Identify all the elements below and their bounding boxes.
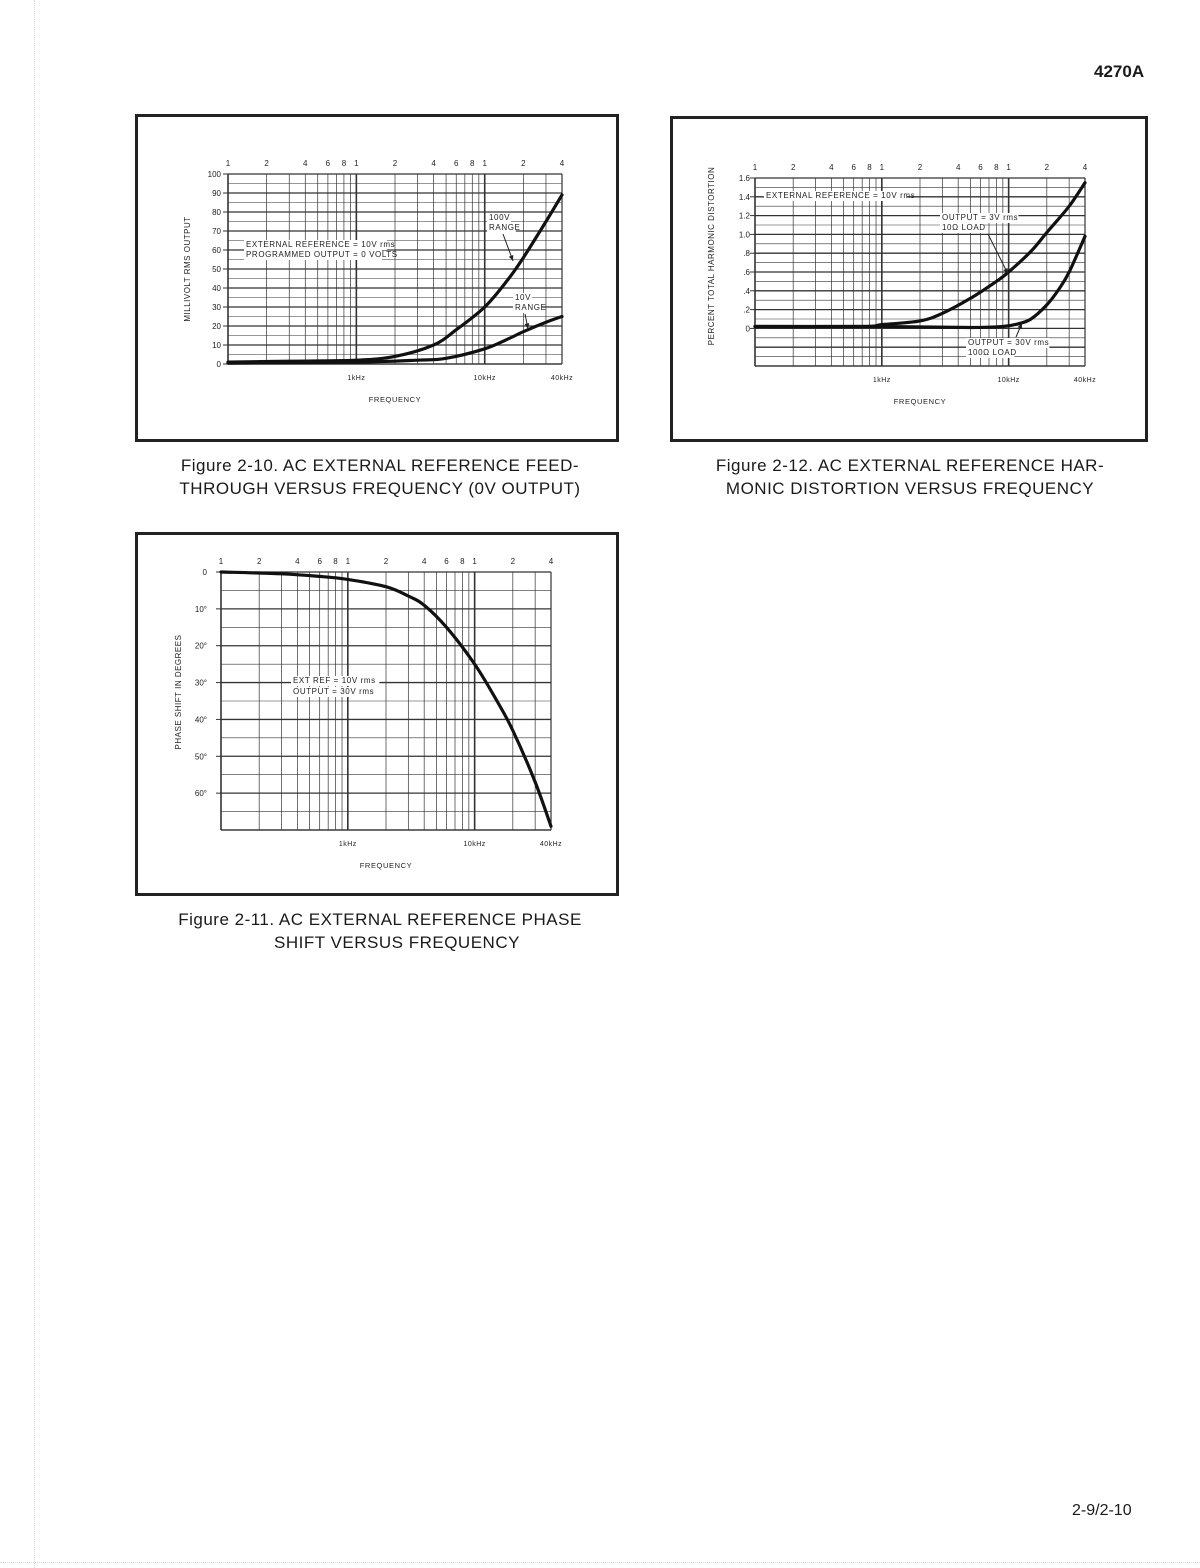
bottom-tick-label: 40kHz [539,841,563,848]
y-tick-label: .4 [743,286,750,296]
y-tick-label: 40 [212,284,221,293]
y-tick-label: 30° [194,678,207,688]
caption-line: MONIC DISTORTION VERSUS FREQUENCY [725,479,1095,498]
annotation-text: EXTERNAL REFERENCE = 10V rms [246,240,396,249]
curve-label-10v: 10V [515,293,532,302]
y-tick-label: 10° [194,604,207,614]
top-tick-label: 4 [559,159,565,168]
top-tick-label: 1 [879,163,885,172]
annotation-text: OUTPUT = 30V rms [293,687,375,696]
y-tick-label: .8 [743,249,750,259]
y-tick-label: 10 [212,341,221,350]
curve-label-30v: 100Ω LOAD [968,348,1017,357]
figure-2-12-chart [670,116,1148,442]
top-tick-label: 2 [790,163,796,172]
caption-line: Figure 2-10. AC EXTERNAL REFERENCE FEED- [180,456,580,475]
top-tick-label: 6 [325,159,331,168]
annotation-text: EXTERNAL REFERENCE = 10V rms [766,191,916,200]
y-tick-label: 1.2 [738,211,750,221]
top-tick-label: 8 [470,159,475,168]
top-tick-label: 4 [431,159,436,168]
y-tick-label: 90 [212,189,221,198]
top-tick-label: 4 [829,163,834,172]
curve-label-3v: 10Ω LOAD [942,223,986,232]
y-tick-label: 20 [212,322,221,331]
top-tick-label: 1 [752,163,758,172]
top-tick-label: 8 [460,557,465,566]
y-tick-label: 70 [212,227,221,236]
caption-line: Figure 2-12. AC EXTERNAL REFERENCE HAR- [715,456,1105,475]
y-tick-label: 1.6 [738,174,750,183]
top-tick-label: 6 [317,557,322,566]
y-tick-label: 60 [212,246,221,255]
caption-line: Figure 2-11. AC EXTERNAL REFERENCE PHASE [178,910,582,929]
y-tick-label: 80 [212,208,221,217]
top-tick-label: 6 [454,159,459,168]
x-axis-label: FREQUENCY [893,397,947,406]
top-tick-label: 2 [392,159,398,168]
annotation-text: EXT REF = 10V rms [293,676,376,685]
top-tick-label: 8 [867,163,872,172]
top-tick-label: 4 [295,557,300,566]
figure-2-11-caption [130,908,630,954]
top-tick-label: 8 [333,557,338,566]
top-tick-label: 4 [303,159,308,168]
caption-line: SHIFT VERSUS FREQUENCY [274,933,520,952]
y-tick-label: 20° [194,641,207,651]
scan-margin-dots [34,0,35,1568]
y-tick-label: 40° [194,715,207,725]
figure-frame [137,116,618,441]
top-tick-label: 1 [218,557,224,566]
bottom-tick-label: 40kHz [1073,377,1097,384]
bottom-tick-label: 1kHz [872,377,891,384]
y-tick-label: 1.4 [738,192,750,202]
bottom-tick-label: 10kHz [997,377,1020,384]
curve-label-3v: OUTPUT = 3V rms [942,213,1019,222]
y-axis-label: PERCENT TOTAL HARMONIC DISTORTION [707,166,716,346]
curve-label-30v: OUTPUT = 30V rms [968,338,1050,347]
top-tick-label: 2 [264,159,269,168]
y-tick-label: 50 [212,265,221,274]
y-tick-label: .2 [743,305,750,315]
top-tick-label: 2 [917,163,923,172]
top-tick-label: 8 [341,159,347,168]
y-axis-label: MILLIVOLT RMS OUTPUT [183,216,192,322]
top-tick-label: 1 [345,557,351,566]
top-tick-label: 2 [510,557,516,566]
y-tick-label: 1.0 [738,230,750,240]
top-tick-label: 1 [225,159,231,168]
bottom-tick-label: 40kHz [550,375,574,382]
page-number: 2-9/2-10 [1072,1502,1132,1519]
x-axis-label: FREQUENCY [368,395,422,404]
top-tick-label: 2 [256,557,262,566]
figure-2-10-chart [135,114,619,442]
figure-2-11-chart [135,532,619,896]
bottom-tick-label: 10kHz [473,375,496,382]
top-tick-label: 8 [994,163,999,172]
y-tick-label: 100 [207,170,221,179]
y-tick-label: 0 [202,568,207,577]
top-tick-label: 4 [955,163,961,172]
y-tick-label: 50° [194,752,207,762]
top-tick-label: 4 [548,557,554,566]
top-tick-label: 6 [851,163,856,172]
curve-label-100v: 100V [489,213,511,222]
top-tick-label: 2 [1044,163,1050,172]
bottom-tick-label: 1kHz [338,841,357,848]
annotation-text: PROGRAMMED OUTPUT = 0 VOLTS [246,250,398,259]
figure-frame [672,118,1147,441]
top-tick-label: 6 [444,557,449,566]
bottom-tick-label: 1kHz [347,375,366,382]
curve-label-100v: RANGE [489,223,521,232]
x-axis-label: FREQUENCY [359,861,413,870]
top-tick-label: 4 [421,557,427,566]
caption-line: THROUGH VERSUS FREQUENCY (0V OUTPUT) [179,479,581,498]
top-tick-label: 1 [482,159,487,168]
y-tick-label: 30 [212,303,221,312]
top-tick-label: 1 [1006,163,1011,172]
top-tick-label: 1 [472,557,477,566]
figure-2-12-caption [660,454,1160,500]
bottom-tick-label: 10kHz [463,841,486,848]
top-tick-label: 2 [521,159,526,168]
top-tick-label: 2 [383,557,389,566]
top-tick-label: 6 [978,163,983,172]
scan-bottom-dots [0,1562,1200,1563]
curve-label-10v: RANGE [515,303,547,312]
y-axis-label: PHASE SHIFT IN DEGREES [174,634,183,750]
top-tick-label: 1 [354,159,359,168]
document-id: 4270A [1094,62,1145,81]
y-tick-label: 60° [194,789,207,799]
y-tick-label: 0 [216,360,221,369]
y-tick-label: 0 [745,324,750,334]
y-tick-label: .6 [743,268,750,277]
figure-2-10-caption [130,454,630,500]
top-tick-label: 4 [1082,163,1088,172]
